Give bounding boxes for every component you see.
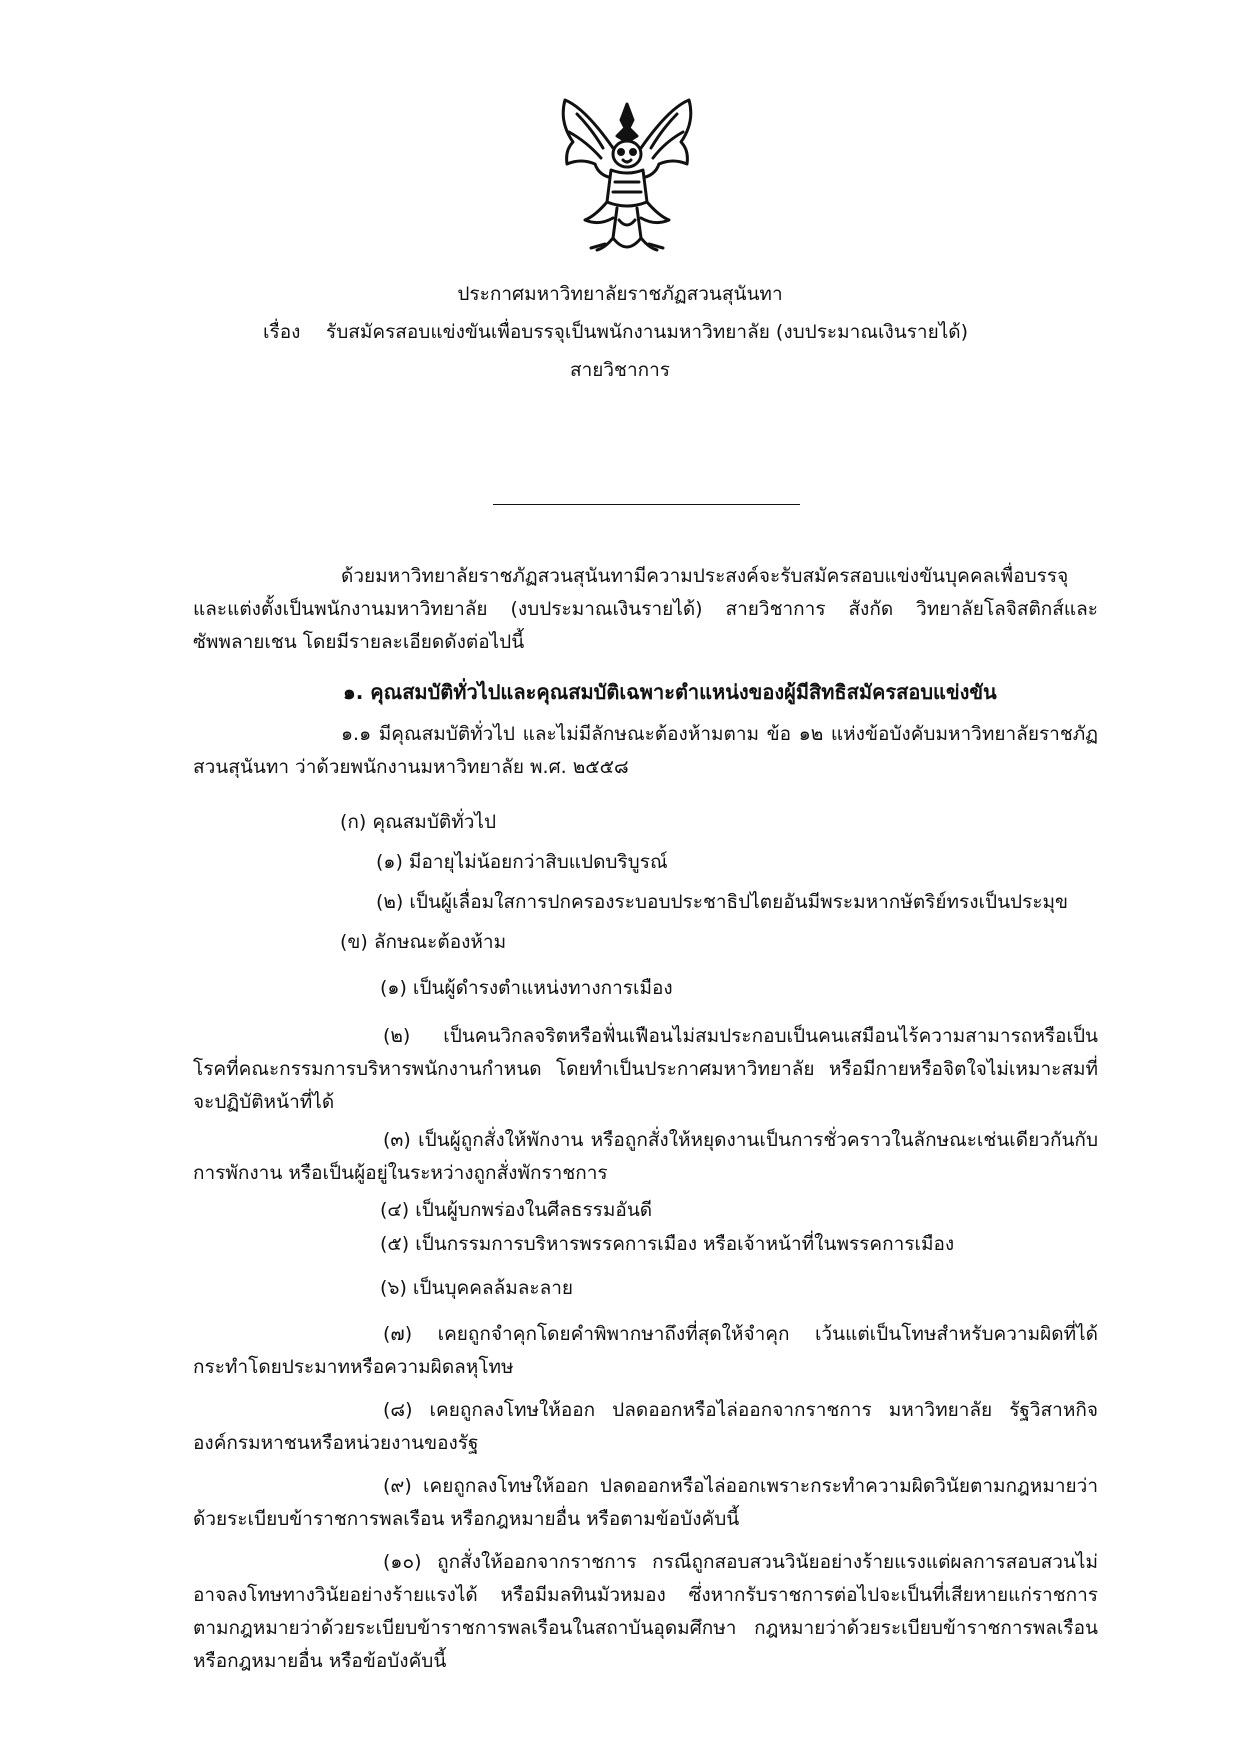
announcement-line3: สายวิชาการ <box>569 359 670 381</box>
prohibition-item: (๑๐) ถูกสั่งให้ออกจากราชการ กรณีถูกสอบสวนวินัยอย่างร้ายแรงแต่ผลการสอบสวนไม่อาจลงโทษทางวินัยอย่างร้ายแรงได้ หรือมีมลทินมัวหมอง ซึ่งหากรับราชการต่อไปจะเป็นที่เสียหายแก่ราชการตามกฎหมายว่าด้วยระเบียบข้าราชการพลเรือนในสถาบันอุดมศึกษา กฎหมายว่าด้วยระเบียบข้าราชการพลเรือน หรือกฎหมายอื่น หรือข้อบังคับนี้ <box>193 1551 1098 1672</box>
qualification-item: (๒) เป็นผู้เลื่อมใสการปกครองระบอบประชาธิปไตยอันมีพระมหากษัตริย์ทรงเป็นประมุข <box>376 891 1069 913</box>
prohibition-item: (๑) เป็นผู้ดำรงตำแหน่งทางการเมือง <box>380 977 673 999</box>
section-1-heading: ๑. คุณสมบัติทั่วไปและคุณสมบัติเฉพาะตำแหน่งของผู้มีสิทธิสมัครสอบแข่งขัน <box>343 680 997 704</box>
qualification-item: (๑) มีอายุไม่น้อยกว่าสิบแปดบริบูรณ์ <box>376 851 668 873</box>
subject-text: รับสมัครสอบแข่งขันเพื่อบรรจุเป็นพนักงานมหาวิทยาลัย (งบประมาณเงินรายได้) <box>326 321 969 343</box>
prohibition-item: (๗) เคยถูกจำคุกโดยคำพิพากษาถึงที่สุดให้จำคุก เว้นแต่เป็นโทษสำหรับความผิดที่ได้กระทำโดยประมาทหรือความผิดลหุโทษ <box>193 1323 1098 1378</box>
garuda-emblem-icon <box>555 98 700 258</box>
intro-paragraph: ด้วยมหาวิทยาลัยราชภัฏสวนสุนันทามีความประสงค์จะรับสมัครสอบแข่งขันบุคคลเพื่อบรรจุและแต่งตั้งเป็นพนักงานมหาวิทยาลัย (งบประมาณเงินรายได้) สายวิชาการ สังกัด วิทยาลัยโลจิสติกส์และซัพพลายเชน โดยมีรายละเอียดดังต่อไปนี้ <box>193 565 1098 653</box>
prohibition-item: (๔) เป็นผู้บกพร่องในศีลธรรมอันดี <box>380 1199 653 1221</box>
prohibition-item: (๖) เป็นบุคคลล้มละลาย <box>380 1277 574 1299</box>
prohibition-item: (๙) เคยถูกลงโทษให้ออก ปลดออกหรือไล่ออกเพราะกระทำความผิดวินัยตามกฎหมายว่าด้วยระเบียบข้าราชการพลเรือน หรือกฎหมายอื่น หรือตามข้อบังคับนี้ <box>193 1475 1098 1530</box>
prohibitions-heading: (ข) ลักษณะต้องห้าม <box>340 931 507 953</box>
prohibition-item: (๕) เป็นกรรมการบริหารพรรคการเมือง หรือเจ้าหน้าที่ในพรรคการเมือง <box>380 1233 955 1255</box>
clause-1-1: ๑.๑ มีคุณสมบัติทั่วไป และไม่มีลักษณะต้องห้ามตาม ข้อ ๑๒ แห่งข้อบังคับมหาวิทยาลัยราชภัฏสวนสุนันทา ว่าด้วยพนักงานมหาวิทยาลัย พ.ศ. ๒๕๕๘ <box>193 723 1098 778</box>
divider <box>493 504 800 505</box>
announcement-title: ประกาศมหาวิทยาลัยราชภัฏสวนสุนันทา <box>457 283 783 305</box>
prohibition-item: (๘) เคยถูกลงโทษให้ออก ปลดออกหรือไล่ออกจากราชการ มหาวิทยาลัย รัฐวิสาหกิจองค์กรมหาชนหรือหน่วยงานของรัฐ <box>193 1399 1098 1454</box>
subject-label: เรื่อง <box>263 321 301 343</box>
general-qualifications-heading: (ก) คุณสมบัติทั่วไป <box>340 811 497 833</box>
prohibition-item: (๒) เป็นคนวิกลจริตหรือฟั่นเฟือนไม่สมประกอบเป็นคนเสมือนไร้ความสามารถหรือเป็นโรคที่คณะกรรมการบริหารพนักงานกำหนด โดยทำเป็นประกาศมหาวิทยาลัย หรือมีกายหรือจิตใจไม่เหมาะสมที่จะปฏิบัติหน้าที่ได้ <box>193 1025 1098 1113</box>
prohibition-item: (๓) เป็นผู้ถูกสั่งให้พักงาน หรือถูกสั่งให้หยุดงานเป็นการชั่วคราวในลักษณะเช่นเดียวกันกับการพักงาน หรือเป็นผู้อยู่ในระหว่างถูกสั่งพักราชการ <box>193 1129 1098 1184</box>
